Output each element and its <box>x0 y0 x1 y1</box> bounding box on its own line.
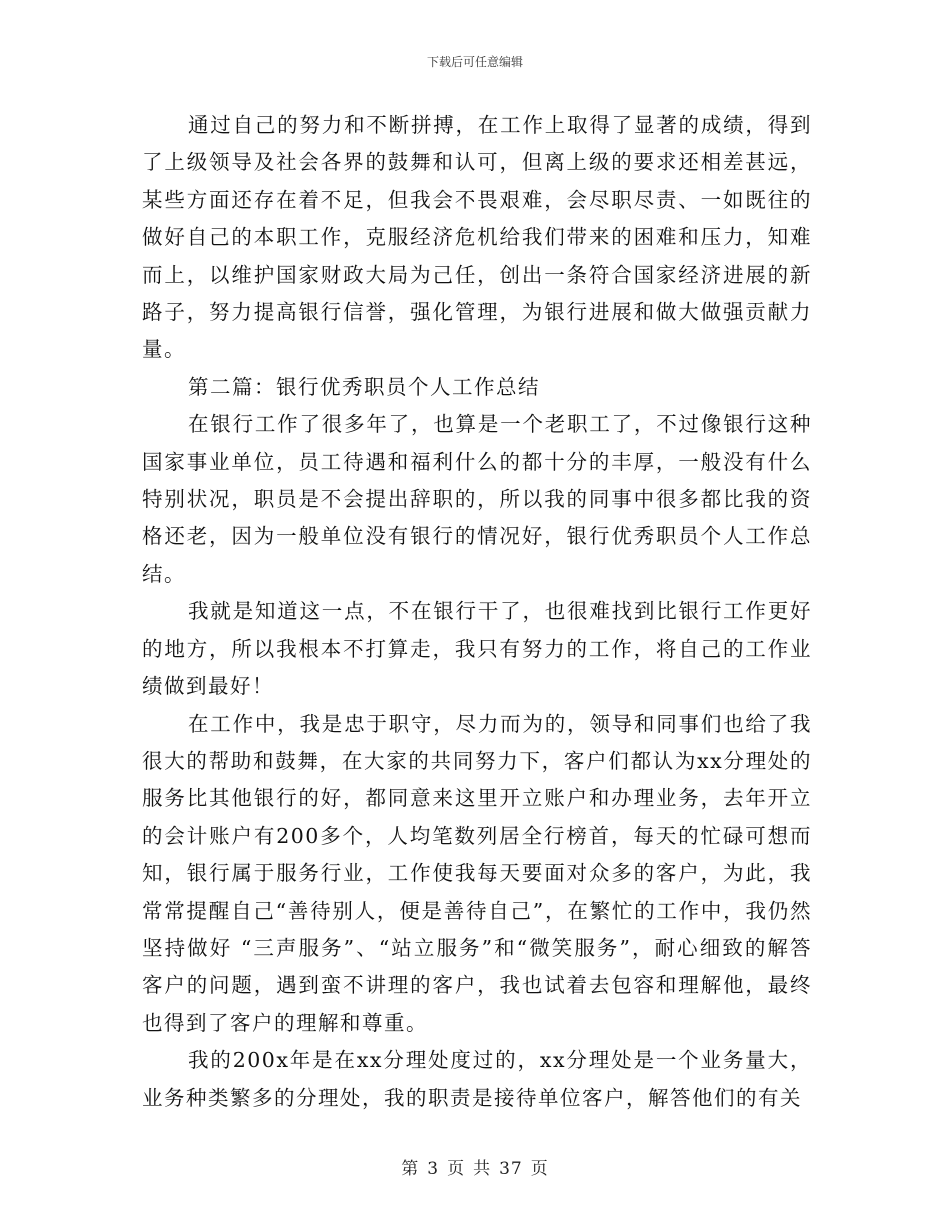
paragraph-5: 我的200x年是在xx分理处度过的，xx分理处是一个业务量大，业务种类繁多的分理处，我的职责是接待单位客户，解答他们的有关 <box>142 1048 812 1110</box>
page-header: 下载后可任意编辑 <box>426 55 523 69</box>
page-number: 3 <box>427 1159 440 1179</box>
paragraph-2: 在银行工作了很多年了，也算是一个老职工了，不过像银行这种国家事业单位，员工待遇和福利什么的都十分的丰厚，一般没有什么特别状况，职员是不会提出辞职的，所以我的同事中很多都比我的资格还老，因为一般单位没有银行的情况好，银行优秀职员个人工作总结。 <box>142 412 812 586</box>
paragraph-4: 在工作中，我是忠于职守，尽力而为的，领导和同事们也给了我很大的帮助和鼓舞，在大家的共同努力下，客户们都认为xx分理处的服务比其他银行的好，都同意来这里开立账户和办理业务，去年开立的会计账户有200多个，人均笔数列居全行榜首，每天的忙碌可想而知，银行属于服务行业，工作使我每天要面对众多的客户，为此，我常常提醒自己“善待别人，便是善待自己”，在繁忙的工作中，我仍然坚持做好 “三声服务”、“站立服务”和“微笑服务”，耐心细致的解答客户的问题，遇到蛮不讲理的客户，我也试着去包容和理解他，最终也得到了客户的理解和尊重。 <box>142 711 812 1035</box>
page-label-prefix: 第 <box>401 1159 420 1179</box>
paragraph-1: 通过自己的努力和不断拼搏，在工作上取得了显著的成绩，得到了上级领导及社会各界的鼓舞和认可，但离上级的要求还相差甚远，某些方面还存在着不足，但我会不畏艰难，会尽职尽责、一如既往的做好自己的本职工作，克服经济危机给我们带来的困难和压力，知难而上，以维护国家财政大局为己任，创出一条符合国家经济进展的新路子，努力提高银行信誉，强化管理，为银行进展和做大做强贡献力量。 <box>142 113 812 362</box>
paragraph-3: 我就是知道这一点，不在银行干了，也很难找到比银行工作更好的地方，所以我根本不打算走，我只有努力的工作，将自己的工作业绩做到最好！ <box>142 599 812 699</box>
total-pages: 37 <box>499 1159 523 1179</box>
page-label-suffix: 页 <box>530 1159 549 1179</box>
page-footer <box>0 1154 950 1179</box>
page-label-mid: 页 <box>447 1159 466 1179</box>
section-heading: 第二篇：银行优秀职员个人工作总结 <box>188 374 540 399</box>
document-body <box>142 107 812 1117</box>
page-label-total-prefix: 共 <box>473 1159 492 1179</box>
